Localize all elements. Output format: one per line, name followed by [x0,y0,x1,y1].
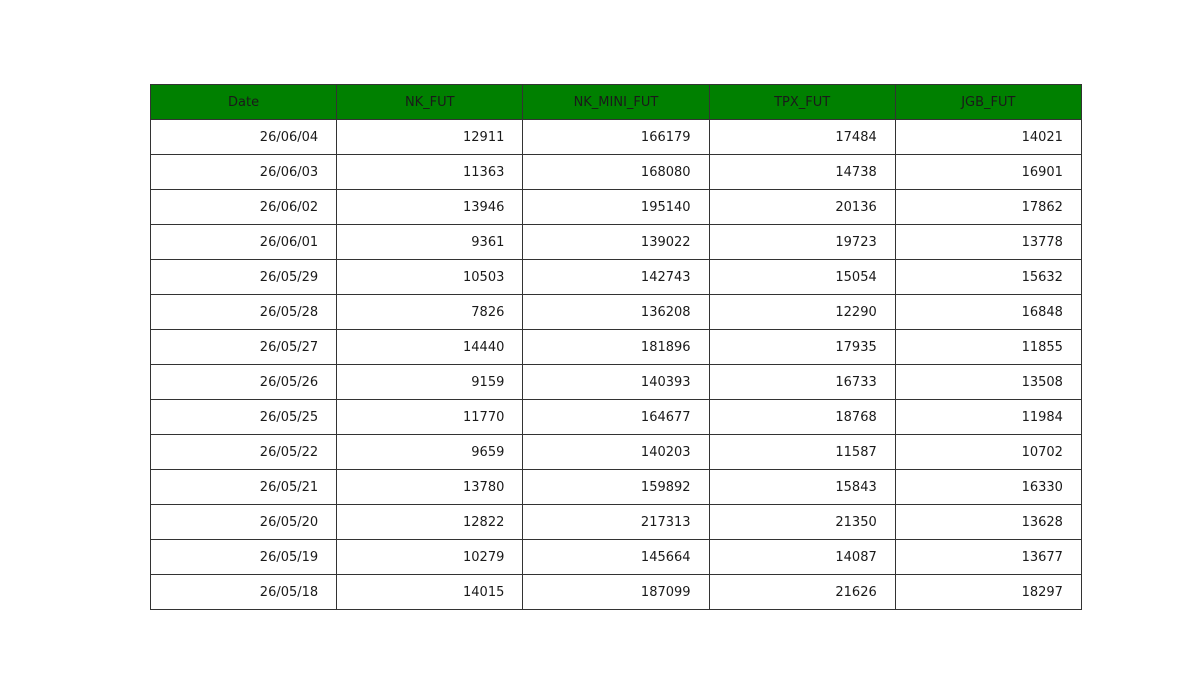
date-cell: 26/05/19 [151,540,337,575]
value-cell: 15632 [895,260,1081,295]
value-cell: 166179 [523,120,709,155]
table-row [151,330,1082,365]
value-cell: 9361 [337,225,523,260]
value-cell: 164677 [523,400,709,435]
value-cell: 142743 [523,260,709,295]
value-cell: 140393 [523,365,709,400]
value-cell: 195140 [523,190,709,225]
value-cell: 168080 [523,155,709,190]
table-row [151,400,1082,435]
column-header: JGB_FUT [895,85,1081,120]
date-cell: 26/05/27 [151,330,337,365]
column-header: NK_MINI_FUT [523,85,709,120]
table-row [151,190,1082,225]
value-cell: 17484 [709,120,895,155]
value-cell: 13778 [895,225,1081,260]
value-cell: 10702 [895,435,1081,470]
header-row [151,85,1082,120]
value-cell: 159892 [523,470,709,505]
date-cell: 26/05/28 [151,295,337,330]
date-cell: 26/06/01 [151,225,337,260]
table-body [151,120,1082,610]
value-cell: 14738 [709,155,895,190]
value-cell: 14015 [337,575,523,610]
table-row [151,225,1082,260]
value-cell: 217313 [523,505,709,540]
value-cell: 187099 [523,575,709,610]
value-cell: 16901 [895,155,1081,190]
value-cell: 11363 [337,155,523,190]
value-cell: 16733 [709,365,895,400]
value-cell: 11770 [337,400,523,435]
value-cell: 14440 [337,330,523,365]
value-cell: 14087 [709,540,895,575]
date-cell: 26/06/02 [151,190,337,225]
column-header: TPX_FUT [709,85,895,120]
data-table-container [150,84,1082,610]
value-cell: 18297 [895,575,1081,610]
value-cell: 13508 [895,365,1081,400]
value-cell: 139022 [523,225,709,260]
value-cell: 11984 [895,400,1081,435]
date-cell: 26/06/04 [151,120,337,155]
value-cell: 10503 [337,260,523,295]
date-cell: 26/05/21 [151,470,337,505]
value-cell: 12290 [709,295,895,330]
table-row [151,540,1082,575]
table-row [151,505,1082,540]
value-cell: 136208 [523,295,709,330]
date-cell: 26/05/25 [151,400,337,435]
data-table [150,84,1082,610]
value-cell: 16330 [895,470,1081,505]
value-cell: 18768 [709,400,895,435]
value-cell: 13677 [895,540,1081,575]
value-cell: 140203 [523,435,709,470]
table-row [151,295,1082,330]
table-row [151,120,1082,155]
value-cell: 7826 [337,295,523,330]
value-cell: 15843 [709,470,895,505]
value-cell: 14021 [895,120,1081,155]
value-cell: 16848 [895,295,1081,330]
date-cell: 26/06/03 [151,155,337,190]
table-row [151,365,1082,400]
value-cell: 13946 [337,190,523,225]
table-row [151,435,1082,470]
value-cell: 17862 [895,190,1081,225]
value-cell: 12911 [337,120,523,155]
value-cell: 20136 [709,190,895,225]
table-row [151,575,1082,610]
date-cell: 26/05/29 [151,260,337,295]
value-cell: 13628 [895,505,1081,540]
table-row [151,260,1082,295]
value-cell: 181896 [523,330,709,365]
table-row [151,470,1082,505]
table-row [151,155,1082,190]
date-cell: 26/05/18 [151,575,337,610]
date-cell: 26/05/20 [151,505,337,540]
value-cell: 21626 [709,575,895,610]
column-header: Date [151,85,337,120]
value-cell: 145664 [523,540,709,575]
column-header: NK_FUT [337,85,523,120]
value-cell: 11587 [709,435,895,470]
value-cell: 19723 [709,225,895,260]
value-cell: 9659 [337,435,523,470]
date-cell: 26/05/22 [151,435,337,470]
table-header [151,85,1082,120]
value-cell: 13780 [337,470,523,505]
value-cell: 21350 [709,505,895,540]
value-cell: 10279 [337,540,523,575]
value-cell: 17935 [709,330,895,365]
value-cell: 15054 [709,260,895,295]
value-cell: 11855 [895,330,1081,365]
value-cell: 9159 [337,365,523,400]
date-cell: 26/05/26 [151,365,337,400]
value-cell: 12822 [337,505,523,540]
